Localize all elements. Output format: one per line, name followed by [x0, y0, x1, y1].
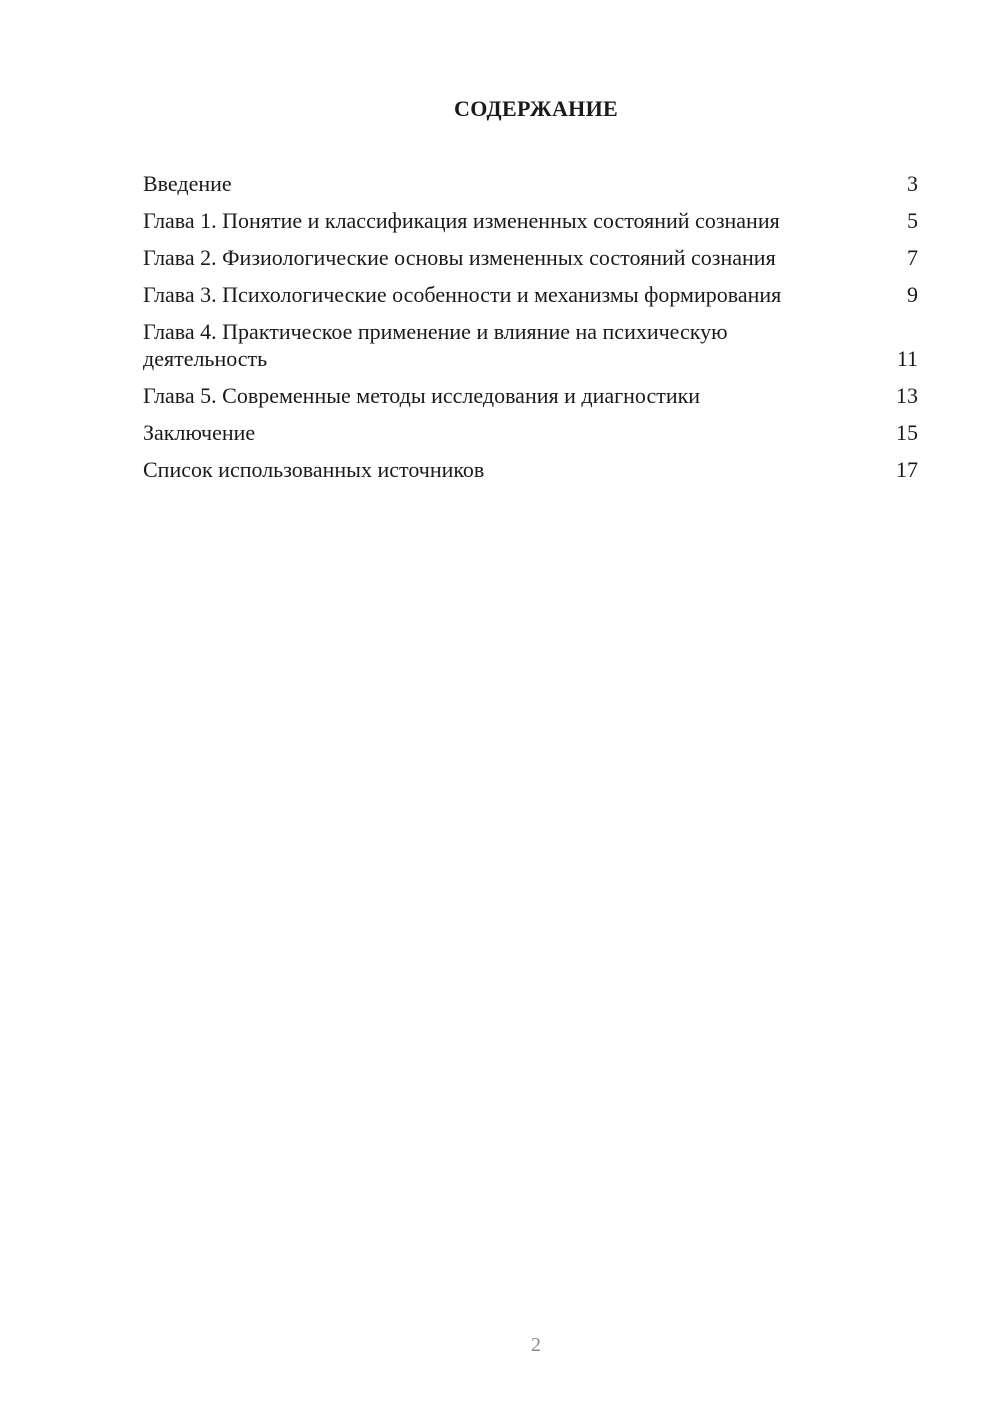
toc-entry-title: Глава 4. Практическое применение и влияние на психическую деятельность — [143, 319, 728, 371]
toc-entry-page-number: 11 — [896, 346, 918, 371]
toc-entry — [143, 244, 918, 271]
toc-entry — [143, 170, 918, 197]
toc-entry — [143, 382, 918, 409]
toc-entry — [143, 318, 918, 372]
toc-entry-title: Глава 5. Современные методы исследования и диагностики — [143, 383, 701, 408]
toc-entry-page-number: 17 — [896, 457, 918, 482]
toc-entry-title: Глава 1. Понятие и классификация измененных состояний сознания — [143, 208, 780, 233]
page-title: СОДЕРЖАНИЕ — [454, 96, 618, 121]
toc-entry-page-number: 7 — [907, 245, 918, 270]
toc-entry-title: Введение — [143, 171, 232, 196]
table-of-contents — [143, 170, 918, 493]
toc-entry — [143, 456, 918, 483]
toc-entry-page-number: 9 — [907, 282, 918, 307]
toc-entry-title: Заключение — [143, 420, 256, 445]
toc-entry-title: Глава 2. Физиологические основы измененных состояний сознания — [143, 245, 776, 270]
toc-entry-title: Список использованных источников — [143, 457, 485, 482]
toc-entry — [143, 281, 918, 308]
toc-entry-page-number: 5 — [907, 208, 918, 233]
page-number: 2 — [531, 1334, 541, 1356]
toc-entry-page-number: 3 — [907, 171, 918, 196]
toc-entry — [143, 207, 918, 234]
toc-entry-page-number: 13 — [896, 383, 918, 408]
toc-entry — [143, 419, 918, 446]
toc-entry-title: Глава 3. Психологические особенности и механизмы формирования — [143, 282, 782, 307]
toc-entry-page-number: 15 — [896, 420, 918, 445]
